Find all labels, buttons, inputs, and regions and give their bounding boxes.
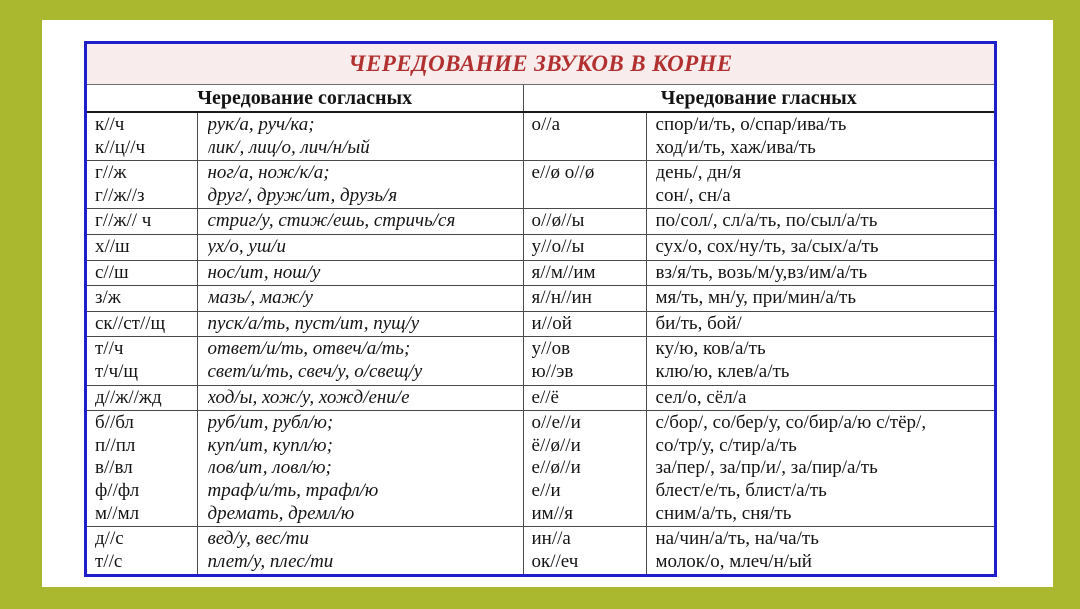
table-row — [87, 234, 994, 260]
cell-line: г//ж//з — [95, 184, 145, 206]
cell-line: ответ/и/ть, отвеч/а/ть; — [207, 338, 411, 360]
cell-line: и//ой — [531, 312, 572, 334]
cell-line: б//бл — [95, 412, 134, 434]
cell-line: на/чин/а/ть, на/ча/ть — [655, 528, 819, 550]
cell-line: в//вл — [95, 457, 133, 479]
table-row — [87, 311, 994, 337]
cell-line: с/бор/, со/бер/у, со/бир/а/ю с/тёр/, — [655, 412, 927, 434]
cell-line: е//и — [531, 479, 561, 501]
cell-line: ок//еч — [531, 550, 579, 572]
vowel-pattern-cell — [523, 411, 646, 527]
consonant-pattern-cell — [87, 209, 197, 235]
consonant-examples-cell — [197, 385, 523, 411]
cell-line: ку/ю, ков/а/ть — [655, 338, 766, 360]
consonant-examples-cell — [197, 209, 523, 235]
header-consonants: Чередование согласных — [87, 85, 523, 112]
consonant-pattern-cell — [87, 527, 197, 575]
table-row — [87, 209, 994, 235]
cell-line: руб/ит, рубл/ю; — [207, 412, 334, 434]
consonant-pattern-cell — [87, 161, 197, 209]
consonant-examples-cell — [197, 234, 523, 260]
cell-line: друг/, друж/ит, друзь/я — [207, 184, 398, 206]
vowel-pattern-cell — [523, 527, 646, 575]
cell-line: ход/ы, хож/у, хожд/ени/е — [207, 386, 410, 408]
table-row — [87, 286, 994, 312]
cell-line: день/, дн/я — [655, 162, 742, 184]
vowel-pattern-cell — [523, 286, 646, 312]
cell-line: стриг/у, стиж/ешь, стричь/ся — [207, 210, 456, 232]
cell-line: х//ш — [95, 235, 130, 257]
cell-line: сним/а/ть, сня/ть — [655, 502, 792, 524]
vowel-examples-cell — [646, 234, 994, 260]
consonant-pattern-cell — [87, 385, 197, 411]
cell-line: к//ц//ч — [95, 136, 146, 158]
alternation-table-container — [84, 41, 997, 577]
consonant-pattern-cell — [87, 337, 197, 385]
cell-line: п//пл — [95, 434, 136, 456]
cell-line: о//ø//ы — [531, 210, 585, 232]
cell-line: у//о//ы — [531, 235, 585, 257]
consonant-examples-cell — [197, 527, 523, 575]
cell-line: у//ов — [531, 338, 571, 360]
slide — [42, 20, 1053, 587]
header-row — [87, 85, 994, 112]
cell-line: ю//эв — [531, 360, 574, 382]
cell-line: спор/и/ть, о/спар/ива/ть — [655, 114, 847, 135]
cell-line: сон/, сн/а — [655, 184, 731, 206]
vowel-examples-cell — [646, 112, 994, 161]
cell-line: е//ø о//ø — [531, 162, 595, 184]
cell-line: с//ш — [95, 261, 129, 283]
vowel-examples-cell — [646, 260, 994, 286]
cell-line: мазь/, маж/у — [207, 287, 313, 309]
cell-line: т//ч — [95, 338, 124, 360]
vowel-examples-cell — [646, 209, 994, 235]
cell-line: нос/ит, нош/у — [207, 261, 321, 283]
vowel-pattern-cell — [523, 161, 646, 209]
cell-line: сел/о, сёл/а — [655, 386, 747, 408]
consonant-examples-cell — [197, 411, 523, 527]
consonant-examples-cell — [197, 311, 523, 337]
cell-line: ух/о, уш/и — [207, 235, 286, 257]
cell-line: ход/и/ть, хаж/ива/ть — [655, 136, 816, 158]
cell-line: к//ч — [95, 114, 125, 135]
cell-line: ин//а — [531, 528, 571, 550]
cell-line: за/пер/, за/пр/и/, за/пир/а/ть — [655, 457, 878, 479]
cell-line: би/ть, бой/ — [655, 312, 742, 334]
table-row — [87, 161, 994, 209]
table-header — [87, 85, 994, 112]
cell-line: г//ж// ч — [95, 210, 152, 232]
cell-line: лик/, лиц/о, лич/н/ый — [207, 136, 370, 158]
cell-line: мя/ть, мн/у, при/мин/а/ть — [655, 287, 857, 309]
cell-line: рук/а, руч/ка; — [207, 114, 315, 135]
vowel-examples-cell — [646, 311, 994, 337]
cell-line: сух/о, сох/ну/ть, за/сых/а/ть — [655, 235, 879, 257]
cell-line: дремать, дремл/ю — [207, 502, 355, 524]
consonant-examples-cell — [197, 112, 523, 161]
cell-line: куп/ит, купл/ю; — [207, 434, 333, 456]
cell-line: блест/е/ть, блист/а/ть — [655, 479, 827, 501]
vowel-pattern-cell — [523, 337, 646, 385]
table-row — [87, 112, 994, 161]
cell-line: лов/ит, ловл/ю; — [207, 457, 332, 479]
vowel-examples-cell — [646, 411, 994, 527]
cell-line: ног/а, нож/к/а; — [207, 162, 330, 184]
cell-line: траф/и/ть, трафл/ю — [207, 479, 379, 501]
cell-line: по/сол/, сл/а/ть, по/сыл/а/ть — [655, 210, 878, 232]
vowel-pattern-cell — [523, 311, 646, 337]
vowel-pattern-cell — [523, 385, 646, 411]
cell-line: я//м//им — [531, 261, 596, 283]
consonant-examples-cell — [197, 337, 523, 385]
header-vowels: Чередование гласных — [523, 85, 994, 112]
cell-line: е//ё — [531, 386, 559, 408]
consonant-examples-cell — [197, 161, 523, 209]
table-row — [87, 527, 994, 575]
consonant-pattern-cell — [87, 260, 197, 286]
table-row — [87, 260, 994, 286]
cell-line: ф//фл — [95, 479, 140, 501]
cell-line: м//мл — [95, 502, 140, 524]
cell-line: д//с — [95, 528, 124, 550]
consonant-pattern-cell — [87, 234, 197, 260]
consonant-pattern-cell — [87, 311, 197, 337]
table-title: ЧЕРЕДОВАНИЕ ЗВУКОВ В КОРНЕ — [87, 44, 994, 85]
alternation-table — [87, 85, 994, 574]
cell-line: вед/у, вес/ти — [207, 528, 309, 550]
consonant-examples-cell — [197, 286, 523, 312]
cell-line: со/тр/у, с/тир/а/ть — [655, 434, 797, 456]
vowel-examples-cell — [646, 385, 994, 411]
table-row — [87, 385, 994, 411]
cell-line: т/ч/щ — [95, 360, 139, 382]
cell-line: ск//ст//щ — [95, 312, 166, 334]
cell-line: я//н//ин — [531, 287, 592, 309]
cell-line: о//е//и — [531, 412, 581, 434]
cell-line: д//ж//жд — [95, 386, 162, 408]
consonant-pattern-cell — [87, 411, 197, 527]
vowel-pattern-cell — [523, 234, 646, 260]
vowel-examples-cell — [646, 527, 994, 575]
cell-line: ё//ø//и — [531, 434, 581, 456]
cell-line: т//с — [95, 550, 123, 572]
vowel-pattern-cell — [523, 112, 646, 161]
cell-line: пуск/а/ть, пуст/ит, пущ/у — [207, 312, 420, 334]
consonant-pattern-cell — [87, 112, 197, 161]
table-body — [87, 112, 994, 574]
cell-line: г//ж — [95, 162, 127, 184]
vowel-examples-cell — [646, 161, 994, 209]
cell-line: плет/у, плес/ти — [207, 550, 334, 572]
cell-line: клю/ю, клев/а/ть — [655, 360, 790, 382]
vowel-examples-cell — [646, 337, 994, 385]
vowel-pattern-cell — [523, 260, 646, 286]
cell-line: о//а — [531, 114, 561, 135]
cell-line: з/ж — [95, 287, 121, 309]
vowel-pattern-cell — [523, 209, 646, 235]
cell-line: им//я — [531, 502, 574, 524]
table-row — [87, 337, 994, 385]
consonant-pattern-cell — [87, 286, 197, 312]
cell-line: вз/я/ть, возь/м/у,вз/им/а/ть — [655, 261, 868, 283]
cell-line: молок/о, млеч/н/ый — [655, 550, 812, 572]
cell-line: е//ø//и — [531, 457, 581, 479]
cell-line: свет/и/ть, свеч/у, о/свещ/у — [207, 360, 423, 382]
consonant-examples-cell — [197, 260, 523, 286]
table-row — [87, 411, 994, 527]
vowel-examples-cell — [646, 286, 994, 312]
